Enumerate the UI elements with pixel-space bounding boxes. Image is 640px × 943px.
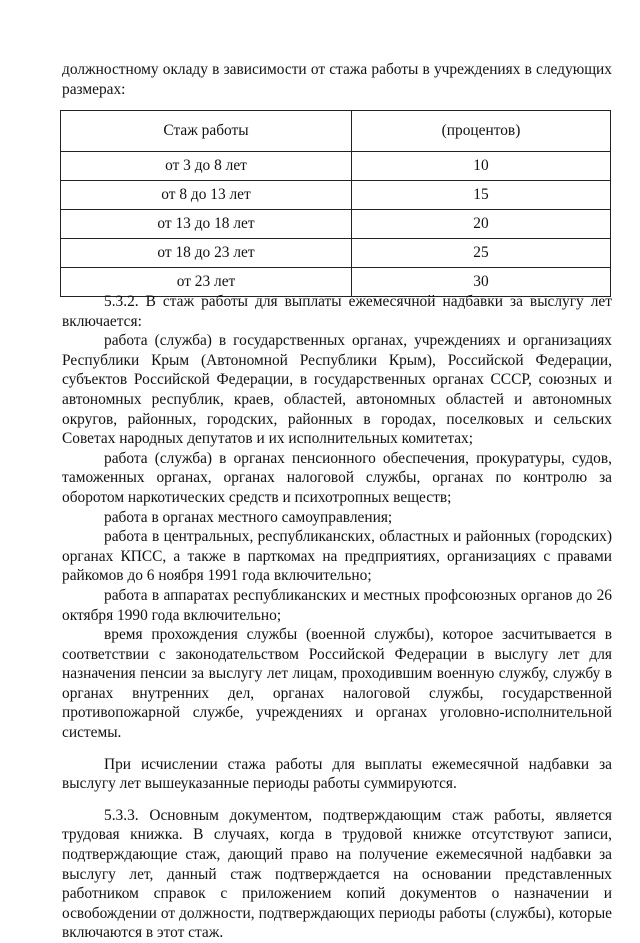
seniority-bonus-table — [60, 110, 611, 297]
table-row — [61, 239, 611, 268]
section-heading: 5.3.2. В стаж работы для выплаты ежемесячной надбавки за выслугу лет включается: — [62, 293, 612, 330]
percent-cell: 30 — [352, 268, 611, 297]
percent-cell: 15 — [352, 181, 611, 210]
seniority-cell: от 8 до 13 лет — [61, 181, 352, 210]
list-item: работа (служба) в органах пенсионного обеспечения, прокуратуры, судов, таможенных органах, органах налоговой службы, органах по контролю за оборотом наркотических средств и психотропных веществ; — [62, 449, 612, 506]
percent-cell: 25 — [352, 239, 611, 268]
section-5-3-3: 5.3.3. Основным документом, подтверждающим стаж работы, является трудовая книжка. В случаях, когда в трудовой книжке отсутствуют записи, подтверждающие стаж, дающий право на получение ежемесячной надбавки за выслугу лет, данный стаж подтверждается на основании представленных работником справок с приложением копий документов о назначении и освобождении от должности, подтверждающих периоды работы (службы), которые включаются в этот стаж. — [62, 806, 612, 942]
table-row — [61, 210, 611, 239]
seniority-cell: от 3 до 8 лет — [61, 152, 352, 181]
header-percent: (процентов) — [352, 111, 611, 152]
table-row — [61, 152, 611, 181]
list-item: работа в аппаратах республиканских и местных профсоюзных органов до 26 октября 1990 года включительно; — [62, 586, 612, 624]
section-5-3-2 — [62, 292, 612, 943]
intro-paragraph: должностному окладу в зависимости от стажа работы в учреждениях в следующих размерах: — [62, 61, 612, 98]
table-header-row — [61, 111, 611, 152]
percent-cell: 10 — [352, 152, 611, 181]
list-item: работа (служба) в государственных органах, учреждениях и организациях Республики Крым (Автономной Республики Крым), Российской Федерации, субъектов Российской Федерации, в государственных органах СССР, союзных и автономных республик, краев, областей, автономных областей и автономных округов, районных, городских, районных в городах, поселковых и сельских Советах народных депутатов и их исполнительных комитетах; — [62, 332, 612, 448]
header-seniority: Стаж работы — [61, 111, 352, 152]
summary-paragraph: При исчислении стажа работы для выплаты ежемесячной надбавки за выслугу лет вышеуказанные периоды работы суммируются. — [62, 755, 612, 793]
list-item: работа в органах местного самоуправления; — [104, 508, 393, 526]
percent-cell: 20 — [352, 210, 611, 239]
table-row — [61, 181, 611, 210]
seniority-cell: от 18 до 23 лет — [61, 239, 352, 268]
list-item: время прохождения службы (военной службы), которое засчитывается в соответствии с законодательством Российской Федерации в выслугу лет для назначения пенсии за выслугу лет лицам, проходившим военную службу, службу в органах внутренних дел, органах налоговой службы, государственной противопожарной службе, учреждениях и органах уголовно-исполнительной системы. — [62, 626, 612, 742]
list-item: работа в центральных, республиканских, областных и районных (городских) органах КПСС, а также в парткомах на предприятиях, организациях с правами райкомов до 6 ноября 1991 года включительно; — [62, 528, 612, 585]
seniority-cell: от 13 до 18 лет — [61, 210, 352, 239]
seniority-cell: от 23 лет — [61, 268, 352, 297]
